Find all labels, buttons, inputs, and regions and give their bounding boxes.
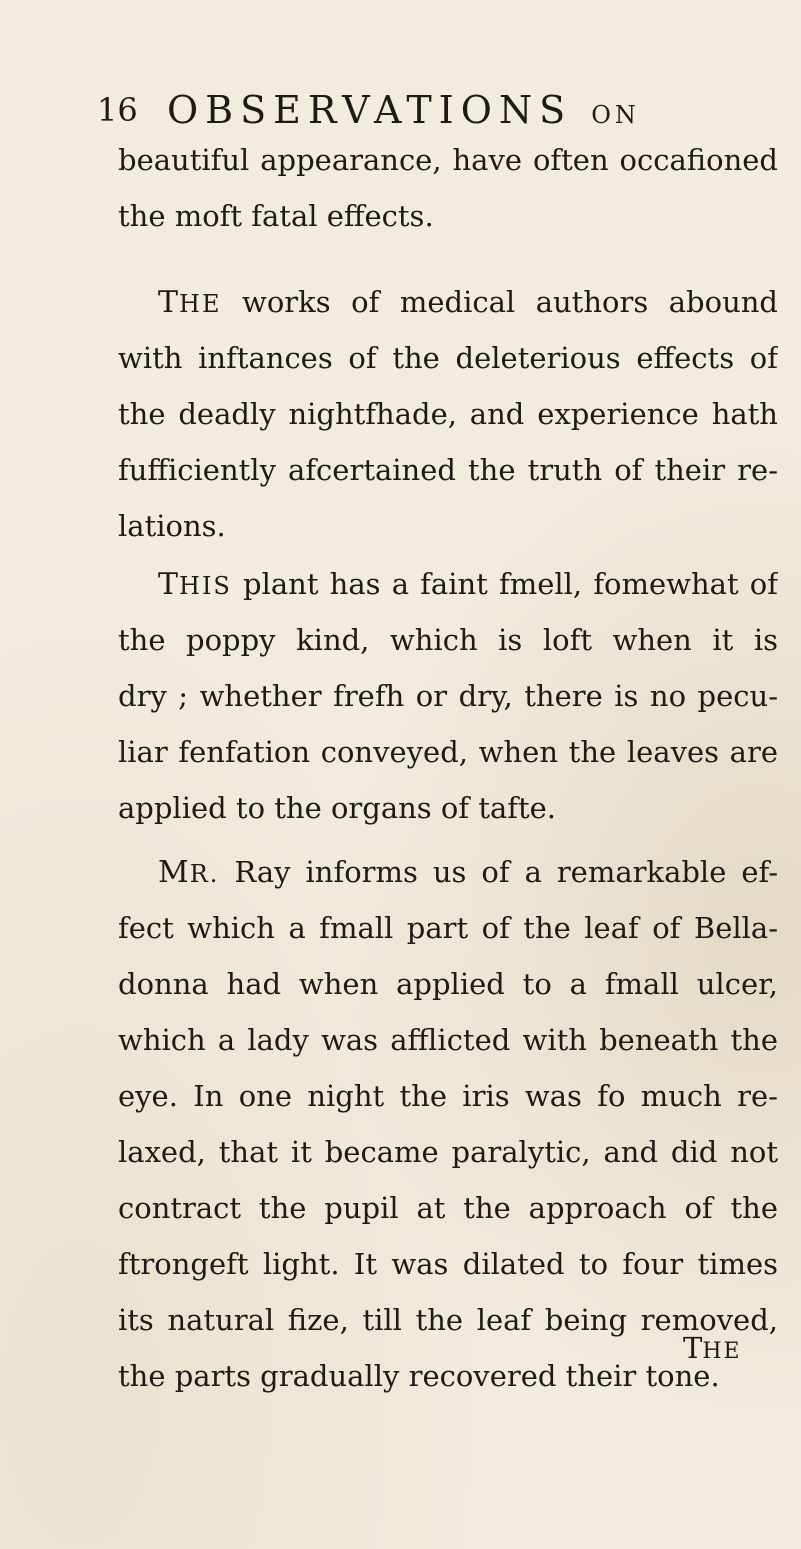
paragraph-first-line-rest: works of medical authors abound	[221, 285, 778, 319]
catchword-small-caps: HE	[702, 1339, 742, 1364]
catchword	[683, 1320, 742, 1380]
text-line: contract the pupil at the approach of the	[118, 1191, 778, 1225]
text-line: the deadly nightfhade, and experience hath	[118, 397, 778, 431]
paragraph-first-line-rest: Ray informs us of a remarkable ef-	[219, 855, 778, 889]
paragraph-first-line-rest: plant has a faint fmell, fomewhat of	[231, 567, 778, 601]
text-line: donna had when applied to a fmall ulcer,	[118, 967, 778, 1001]
text-line: its natural fize, till the leaf being removed,	[118, 1303, 778, 1337]
paragraph-lead-small-caps: HE	[179, 290, 222, 318]
text-line: with inftances of the deleterious effects of	[118, 341, 778, 375]
paragraph-3	[118, 556, 778, 836]
paragraph-lead-small-caps: HIS	[179, 572, 232, 600]
text-line	[118, 844, 778, 900]
text-line: the parts gradually recovered their tone.	[118, 1359, 720, 1393]
paragraph-1	[118, 132, 778, 244]
page-header	[97, 82, 717, 138]
paragraph-lead-small-caps: R.	[189, 860, 220, 888]
paragraph-4	[118, 844, 778, 1404]
catchword-lead-letter: T	[683, 1331, 703, 1365]
text-line: liar fenfation conveyed, when the leaves are	[118, 735, 778, 769]
text-line: which a lady was afflicted with beneath the	[118, 1023, 778, 1057]
page-number: 16	[97, 91, 138, 129]
text-line	[118, 556, 778, 612]
paragraph-2	[118, 274, 778, 554]
text-line: dry ; whether frefh or dry, there is no pecu-	[118, 679, 778, 713]
text-line	[118, 274, 778, 330]
text-line: ftrongeft light. It was dilated to four times	[118, 1247, 778, 1281]
text-line: the poppy kind, which is loft when it is	[118, 623, 778, 657]
text-line: fect which a fmall part of the leaf of Bella-	[118, 911, 778, 945]
text-line: fufficiently afcertained the truth of their re-	[118, 453, 778, 487]
text-line: lations.	[118, 509, 226, 543]
running-head-title: OBSERVATIONS	[167, 88, 573, 132]
paragraph-lead-letter: T	[158, 567, 180, 602]
text-line: eye. In one night the iris was fo much re-	[118, 1079, 778, 1113]
paragraph-lead-letter: T	[158, 285, 180, 320]
paragraph-lead-letter: M	[158, 855, 190, 890]
running-head-suffix: ON	[591, 101, 640, 129]
text-line: laxed, that it became paralytic, and did not	[118, 1135, 778, 1169]
text-line: beautiful appearance, have often occafioned	[118, 143, 778, 177]
text-line: the moft fatal effects.	[118, 199, 434, 233]
text-line: applied to the organs of tafte.	[118, 791, 557, 825]
